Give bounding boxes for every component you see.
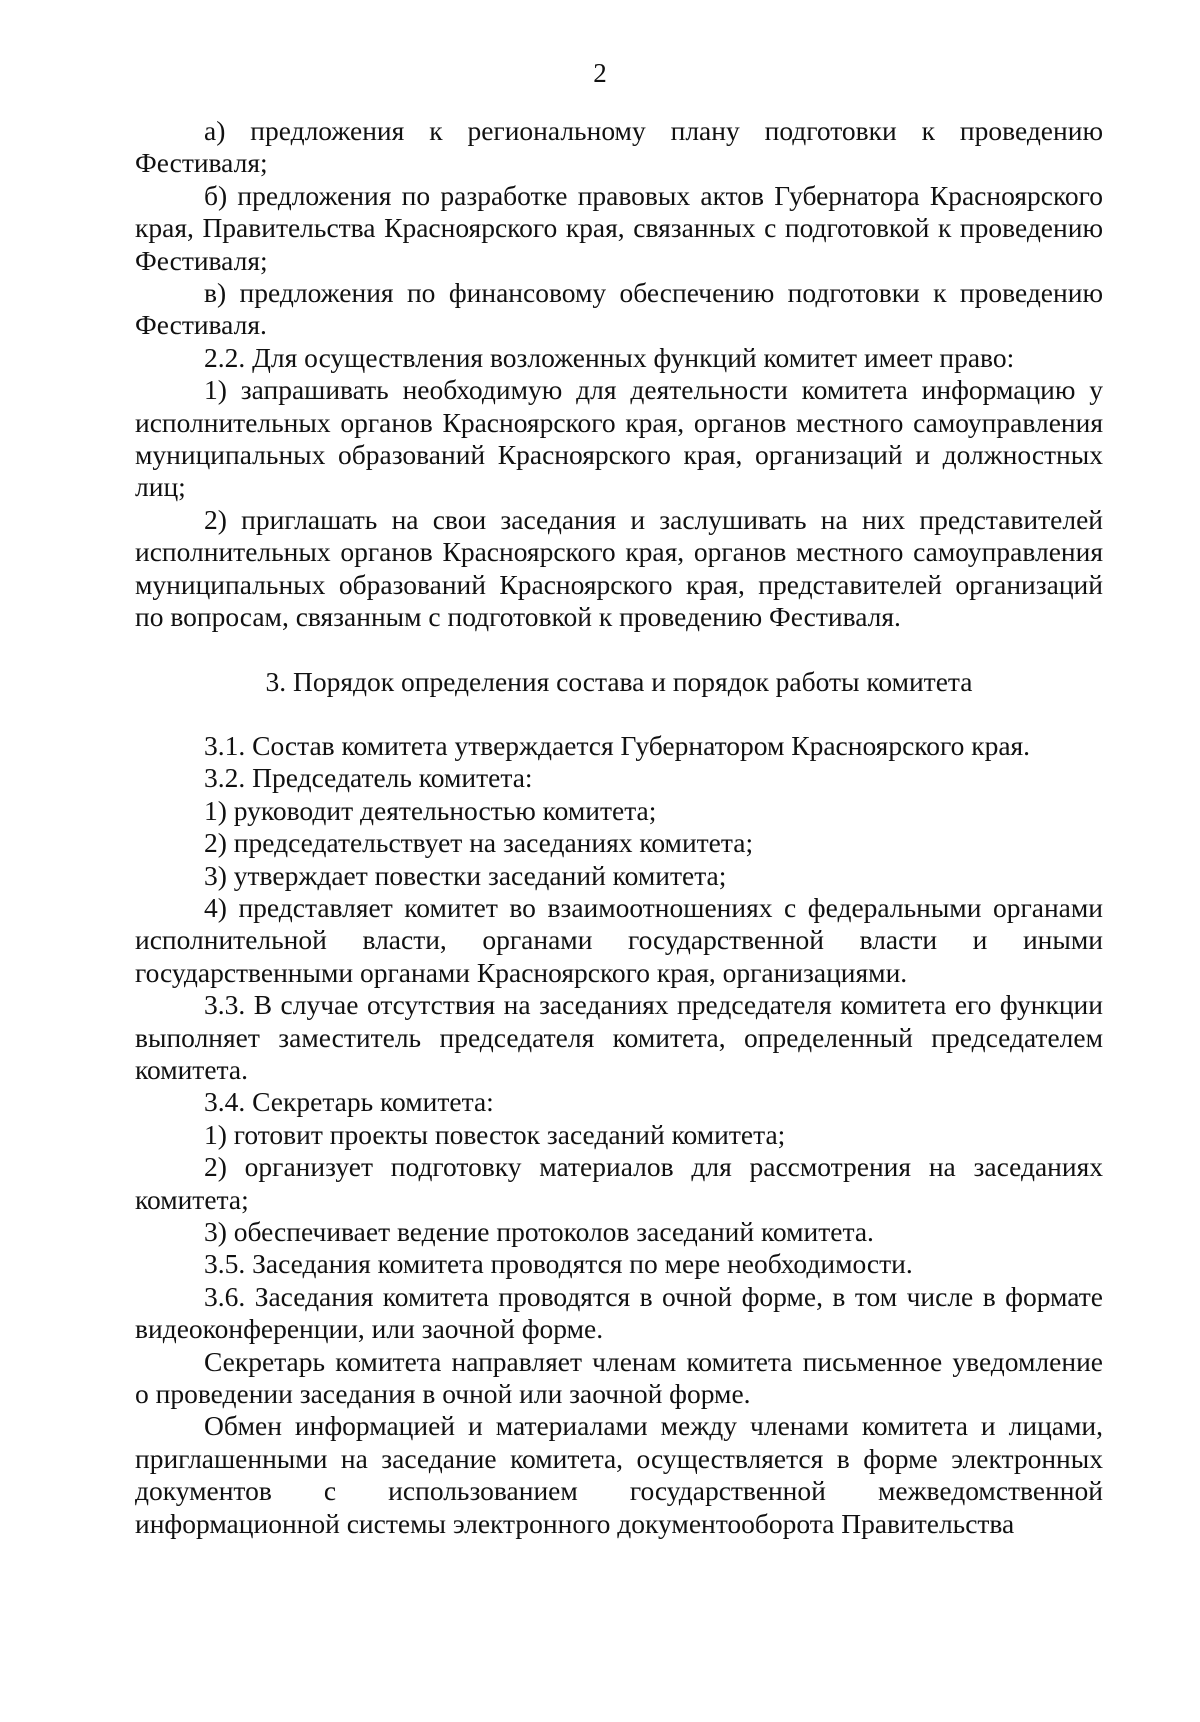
paragraph-3-4-3: 3) обеспечивает ведение протоколов заседаний комитета. <box>204 1216 874 1247</box>
paragraph-3-3: 3.3. В случае отсутствия на заседаниях председателя комитета его функции выполняет заместитель председателя комитета, определенный председателем комитета. <box>135 989 1103 1085</box>
paragraph-3-4-1: 1) готовит проекты повесток заседаний комитета; <box>204 1118 786 1150</box>
paragraph-2-1-v: в) предложения по финансовому обеспечению подготовки к проведению Фестиваля. <box>135 277 1103 341</box>
paragraph-3-2-3: 3) утверждает повестки заседаний комитета; <box>204 859 727 891</box>
paragraph-3-6-exchange: Обмен информацией и материалами между членами комитета и лицами, приглашенными на заседание комитета, осуществляется в форме электронных документов с использованием государственной межведомственной информационной системы электронного документооборота Правительства <box>135 1410 1103 1539</box>
paragraph-2-1-b: б) предложения по разработке правовых актов Губернатора Красноярского края, Правительства Красноярского края, связанных с подготовкой к проведению Фестиваля; <box>135 179 1103 276</box>
paragraph-3-6-notice: Секретарь комитета направляет членам комитета письменное уведомление о проведении заседания в очной или заочной форме. <box>135 1345 1103 1410</box>
paragraph-2-2-1: 1) запрашивать необходимую для деятельности комитета информацию у исполнительных органов Красноярского края, органов местного самоуправления муниципальных образований Красноярского края, организаций и должностных лиц; <box>135 374 1103 503</box>
paragraph-3-6: 3.6. Заседания комитета проводятся в очной форме, в том числе в формате видеоконференции, или заочной форме. <box>135 1280 1103 1345</box>
paragraph-3-2: 3.2. Председатель комитета: <box>204 762 533 794</box>
paragraph-3-1: 3.1. Состав комитета утверждается Губернатором Красноярского края. <box>204 729 1031 761</box>
paragraph-2-1-a: а) предложения к региональному плану подготовки к проведению Фестиваля; <box>135 115 1103 179</box>
paragraph-3-4-2: 2) организует подготовку материалов для рассмотрения на заседаниях комитета; <box>135 1151 1103 1215</box>
section-3-heading: 3. Порядок определения состава и порядок работы комитета <box>265 665 973 697</box>
paragraph-2-2: 2.2. Для осуществления возложенных функций комитет имеет право: <box>204 341 1015 373</box>
paragraph-3-4: 3.4. Секретарь комитета: <box>204 1086 494 1118</box>
document-body <box>135 115 1103 1540</box>
paragraph-2-2-2: 2) приглашать на свои заседания и заслушивать на них представителей исполнительных органов Красноярского края, органов местного самоуправления муниципальных образований Красноярского края, представителей организаций по вопросам, связанным с подготовкой к проведению Фестиваля. <box>135 503 1103 633</box>
page-number: 2 <box>593 58 607 88</box>
paragraph-3-2-2: 2) председательствует на заседаниях комитета; <box>204 827 754 859</box>
paragraph-3-2-1: 1) руководит деятельностью комитета; <box>204 794 657 826</box>
paragraph-3-2-4: 4) представляет комитет во взаимоотношениях с федеральными органами исполнительной власти, органами государственной власти и иными государственными органами Красноярского края, организациями. <box>135 891 1103 988</box>
paragraph-3-5: 3.5. Заседания комитета проводятся по мере необходимости. <box>204 1248 913 1280</box>
